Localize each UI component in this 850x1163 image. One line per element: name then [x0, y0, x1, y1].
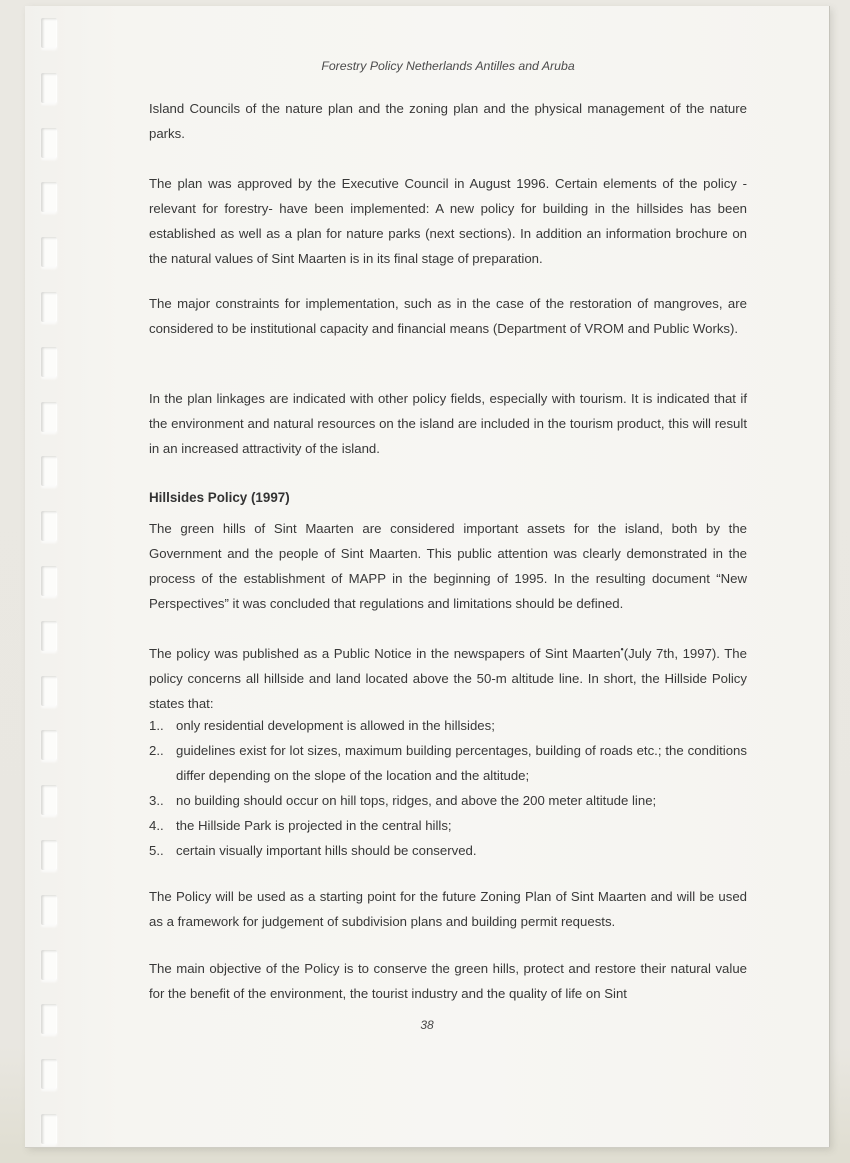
list-item-text: only residential development is allowed in the hillsides;	[176, 718, 495, 733]
paragraph-zoning-plan: The Policy will be used as a starting point for the future Zoning Plan of Sint Maarten and will be used as a framework for judgement of subdivision plans and building permit requests.	[149, 889, 747, 929]
binding-hole	[41, 1114, 57, 1144]
list-item	[149, 713, 747, 738]
list-item	[149, 788, 747, 813]
paragraph-policy-published	[149, 641, 747, 716]
list-item-number: 4..	[149, 818, 164, 833]
list-item-text: guidelines exist for lot sizes, maximum building percentages, building of roads etc.; the conditions differ depending on the slope of the location and the altitude;	[176, 743, 747, 783]
list-item-number: 2..	[149, 743, 164, 758]
scanned-document-page	[25, 6, 829, 1147]
binding-hole	[41, 840, 57, 870]
binding-hole	[41, 402, 57, 432]
list-item	[149, 738, 747, 788]
paragraph-main-objective: The main objective of the Policy is to conserve the green hills, protect and restore their natural value for the benefit of the environment, the tourist industry and the quality of life on Sint	[149, 961, 747, 1001]
binding-hole	[41, 292, 57, 322]
list-item-text: certain visually important hills should be conserved.	[176, 843, 477, 858]
list-item-number: 1..	[149, 718, 164, 733]
binding-hole	[41, 511, 57, 541]
binding-hole	[41, 347, 57, 377]
list-item	[149, 813, 747, 838]
page-number: 38	[420, 1018, 434, 1032]
list-item	[149, 838, 747, 863]
binding-hole	[41, 456, 57, 486]
section-heading-hillsides-policy: Hillsides Policy (1997)	[149, 490, 290, 505]
list-item-number: 5..	[149, 843, 164, 858]
paragraph-linkages: In the plan linkages are indicated with other policy fields, especially with tourism. It is indicated that if the environment and natural resources on the island are included in the tourism product, this will result in an increased attractivity of the island.	[149, 391, 747, 456]
comb-binding-holes	[25, 6, 95, 1147]
paragraph-plan-approved: The plan was approved by the Executive Council in August 1996. Certain elements of the policy -relevant for forestry- have been implemented: A new policy for building in the hillsides has been established as well as a plan for nature parks (next sections). In addition an information brochure on the natural values of Sint Maarten is in its final stage of preparation.	[149, 176, 747, 266]
binding-hole	[41, 1059, 57, 1089]
binding-hole	[41, 18, 57, 48]
policy-published-text-cont: (July 7th, 1997). The policy concerns all hillside and land located above the 50-m altitude line. In short, the Hillside Policy states that:	[149, 646, 747, 711]
policy-published-text: The policy was published as a Public Notice in the newspapers of Sint Maarten	[149, 646, 621, 661]
footnote-marker: •	[620, 644, 624, 655]
binding-hole	[41, 128, 57, 158]
paragraph-island-councils: Island Councils of the nature plan and the zoning plan and the physical management of the nature parks.	[149, 101, 747, 141]
list-item-text: no building should occur on hill tops, ridges, and above the 200 meter altitude line;	[176, 793, 657, 808]
binding-hole	[41, 785, 57, 815]
paragraph-green-hills: The green hills of Sint Maarten are considered important assets for the island, both by the Government and the people of Sint Maarten. This public attention was clearly demonstrated in the process of the establishment of MAPP in the beginning of 1995. In the resulting document “New Perspectives” it was concluded that regulations and limitations should be defined.	[149, 521, 747, 611]
list-item-number: 3..	[149, 793, 164, 808]
paragraph-constraints: The major constraints for implementation, such as in the case of the restoration of mangroves, are considered to be institutional capacity and financial means (Department of VROM and Public Works).	[149, 296, 747, 336]
binding-hole	[41, 730, 57, 760]
running-header: Forestry Policy Netherlands Antilles and Aruba	[321, 59, 575, 73]
binding-hole	[41, 237, 57, 267]
binding-hole	[41, 182, 57, 212]
list-item-text: the Hillside Park is projected in the central hills;	[176, 818, 452, 833]
binding-hole	[41, 566, 57, 596]
binding-hole	[41, 73, 57, 103]
binding-hole	[41, 895, 57, 925]
page-content	[149, 6, 747, 1147]
binding-hole	[41, 621, 57, 651]
binding-hole	[41, 950, 57, 980]
binding-hole	[41, 676, 57, 706]
hillside-policy-list	[149, 713, 747, 863]
